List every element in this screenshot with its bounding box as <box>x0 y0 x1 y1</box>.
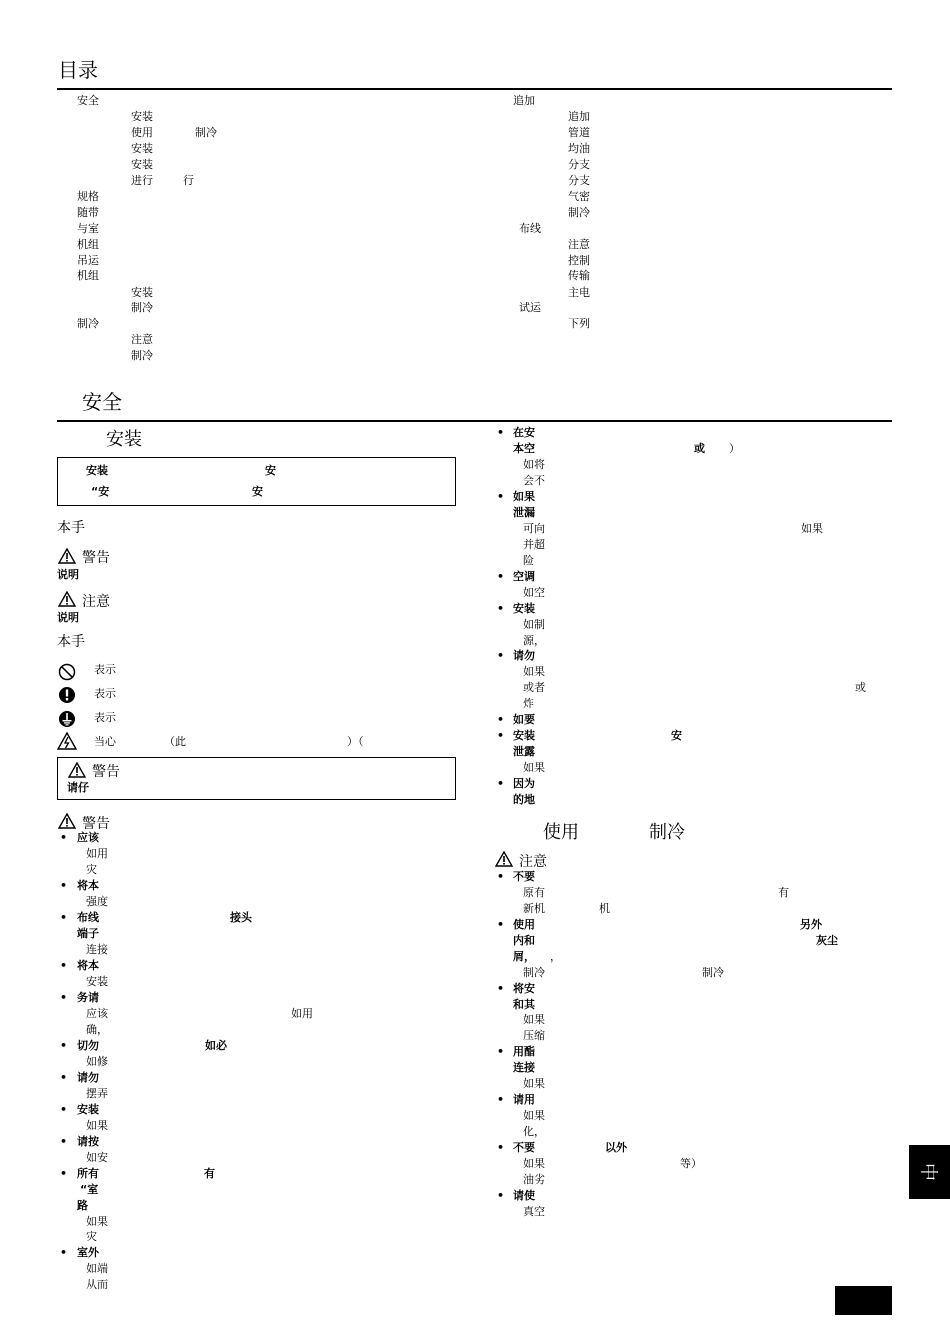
list-item-text: 如空 <box>523 586 545 599</box>
toc-item[interactable]: 注意 <box>131 333 153 346</box>
toc-item[interactable]: 追加 <box>568 110 590 123</box>
list-item: 请勿 <box>513 649 535 662</box>
toc-item[interactable]: 布线 <box>519 222 541 235</box>
list-item: 应该 <box>77 831 99 844</box>
bullet-icon: • <box>497 1045 505 1058</box>
list-item: 内和 <box>513 934 535 947</box>
toc-item[interactable]: 分支 <box>568 174 590 187</box>
toc-item[interactable]: 传输 <box>568 269 590 282</box>
bullet-icon: • <box>497 602 505 615</box>
manual-heading: 本手 <box>57 634 85 650</box>
list-item-text: 安装 <box>86 975 108 988</box>
list-item: 请按 <box>77 1135 99 1148</box>
list-item-text: 连接 <box>86 943 108 956</box>
toc-item[interactable]: 分支 <box>568 158 590 171</box>
list-item: 因为 <box>513 777 535 790</box>
list-item-text: 源， <box>523 634 545 647</box>
list-item-text: 灾 <box>86 863 97 876</box>
list-item: ， <box>550 950 561 963</box>
list-item: 泄露 <box>513 745 535 758</box>
list-item-text: 确， <box>86 1023 108 1036</box>
list-item-text: 如用 <box>291 1007 313 1020</box>
list-item-text: 如修 <box>86 1055 108 1068</box>
list-item: 泄漏 <box>513 506 535 519</box>
list-item-text: 如将 <box>523 458 545 471</box>
bullet-icon: • <box>60 991 68 1004</box>
list-item: 请用 <box>513 1093 535 1106</box>
list-item-text: 炸 <box>523 697 534 710</box>
ground-icon <box>58 710 76 728</box>
notice-text: “安 <box>91 485 110 498</box>
list-item: 不要 <box>513 1141 535 1154</box>
caution-desc: 说明 <box>57 611 79 624</box>
list-item-text: 如果 <box>523 1109 545 1122</box>
symbol-text: 表示 <box>94 711 116 724</box>
list-item-text: 如制 <box>523 618 545 631</box>
list-item-text: 如果 <box>86 1119 108 1132</box>
list-item-text: 摆弄 <box>86 1087 108 1100</box>
list-item-text: 制冷 <box>523 966 545 979</box>
toc-item[interactable]: 随带 <box>77 206 99 219</box>
list-item: 接头 <box>230 911 252 924</box>
list-item: 安 <box>671 729 682 742</box>
bullet-icon: • <box>497 870 505 883</box>
toc-item[interactable]: 吊运 <box>77 254 99 267</box>
toc-rule <box>57 88 892 90</box>
usage-title-b: 制冷 <box>649 822 685 843</box>
list-item: “室 <box>80 1183 99 1196</box>
list-item: 将安 <box>513 982 535 995</box>
warning-triangle-icon <box>58 813 76 829</box>
bullet-icon: • <box>497 777 505 790</box>
toc-item[interactable]: 安装 <box>131 110 153 123</box>
list-item: 有 <box>204 1167 215 1180</box>
list-item-text: 会不 <box>523 474 545 487</box>
bullet-icon: • <box>497 570 505 583</box>
list-item: 端子 <box>77 927 99 940</box>
caution-triangle-icon <box>495 851 513 867</box>
list-item-text: 制冷 <box>702 966 724 979</box>
toc-item[interactable]: 制冷 <box>195 126 217 139</box>
toc-item[interactable]: 机组 <box>77 269 99 282</box>
bullet-icon: • <box>60 1167 68 1180</box>
list-item: 安装 <box>77 1103 99 1116</box>
language-side-tab[interactable] <box>909 1145 950 1199</box>
toc-item[interactable]: 制冷 <box>568 206 590 219</box>
notice-text: 安 <box>265 464 276 477</box>
list-item: 所有 <box>77 1167 99 1180</box>
side-tab-label: 中 <box>917 1163 939 1181</box>
list-item: 请使 <box>513 1189 535 1202</box>
toc-item[interactable]: 下列 <box>568 317 590 330</box>
list-item: 如必 <box>205 1039 227 1052</box>
list-item-text: 应该 <box>86 1007 108 1020</box>
bullet-icon: • <box>497 713 505 726</box>
caution-title: 注意 <box>519 854 547 870</box>
toc-item[interactable]: 安装 <box>131 142 153 155</box>
list-item-text: 如用 <box>86 847 108 860</box>
bullet-icon: • <box>497 490 505 503</box>
toc-item[interactable]: 制冷 <box>131 301 153 314</box>
toc-item[interactable]: 安装 <box>131 286 153 299</box>
list-item-text: 如端 <box>86 1262 108 1275</box>
install-title: 安装 <box>106 429 142 450</box>
list-item-text: 并超 <box>523 538 545 551</box>
list-item-text: 等） <box>680 1157 702 1170</box>
bullet-icon: • <box>497 729 505 742</box>
toc-item[interactable]: 安全 <box>77 94 99 107</box>
list-item: 用酯 <box>513 1045 535 1058</box>
notice-text: 安 <box>252 485 263 498</box>
list-item: 路 <box>77 1199 88 1212</box>
warnings-title: 警告 <box>82 816 110 832</box>
symbol-text: 表示 <box>94 663 116 676</box>
list-item-text: 如安 <box>86 1151 108 1164</box>
list-item-text: 如果 <box>523 1157 545 1170</box>
list-item-text: 原有 <box>523 886 545 899</box>
symbol-text: （此 <box>164 735 186 748</box>
bullet-icon: • <box>497 1141 505 1154</box>
caution-label: 注意 <box>82 594 110 610</box>
warning-box-title: 警告 <box>92 764 120 780</box>
list-item: 室外 <box>77 1246 99 1259</box>
notice-text: 安装 <box>86 464 108 477</box>
list-item-text: 如果 <box>86 1215 108 1228</box>
list-item-text: 强度 <box>86 895 108 908</box>
list-item-text: 如果 <box>801 522 823 535</box>
list-item-text: 机 <box>599 902 610 915</box>
list-item: 将本 <box>77 959 99 972</box>
list-item-text: 油劣 <box>523 1173 545 1186</box>
list-item: 的地 <box>513 793 535 806</box>
toc-item[interactable]: 试运 <box>519 301 541 314</box>
list-item-text: 从而 <box>86 1278 108 1291</box>
toc-item[interactable]: 注意 <box>568 238 590 251</box>
list-item: 灰尘 <box>816 934 838 947</box>
list-item-text: 或 <box>855 681 866 694</box>
toc-item[interactable]: 气密 <box>568 190 590 203</box>
list-item-text: 化， <box>523 1125 545 1138</box>
list-item: 不要 <box>513 870 535 883</box>
bullet-icon: • <box>497 982 505 995</box>
list-item: 安装 <box>513 602 535 615</box>
list-item: 切勿 <box>77 1039 99 1052</box>
list-item-text: 如果 <box>523 1013 545 1026</box>
list-item-text: 如果 <box>523 761 545 774</box>
symbol-text: 当心 <box>94 735 116 748</box>
list-item: 如果 <box>513 490 535 503</box>
list-item-text: 可向 <box>523 522 545 535</box>
list-item-text: 如果 <box>523 665 545 678</box>
symbol-text: 表示 <box>94 687 116 700</box>
bullet-icon: • <box>497 1093 505 1106</box>
manual-heading: 本手 <box>57 520 85 536</box>
warning-triangle-icon <box>68 762 86 778</box>
list-item: 请勿 <box>77 1071 99 1084</box>
bullet-icon: • <box>60 831 68 844</box>
list-item-text: 有 <box>778 886 789 899</box>
list-item: 屑， <box>513 950 535 963</box>
electric-shock-icon <box>57 732 77 750</box>
toc-title: 目录 <box>58 58 98 82</box>
list-item: 连接 <box>513 1061 535 1074</box>
toc-item[interactable]: 制冷 <box>77 317 99 330</box>
bullet-icon: • <box>497 426 505 439</box>
list-item: 安装 <box>513 729 535 742</box>
toc-item[interactable]: 管道 <box>568 126 590 139</box>
toc-item[interactable]: 制冷 <box>131 349 153 362</box>
toc-item[interactable]: 均油 <box>568 142 590 155</box>
symbol-text: ）（ <box>347 735 364 748</box>
caution-triangle-icon <box>58 591 76 607</box>
list-item: 如要 <box>513 713 535 726</box>
list-item: 布线 <box>77 911 99 924</box>
toc-item[interactable]: 使用 <box>131 126 153 139</box>
list-item: 另外 <box>800 918 822 931</box>
bullet-icon: • <box>60 1246 68 1259</box>
list-item: 或 <box>694 442 705 455</box>
toc-item[interactable]: 行 <box>183 174 194 187</box>
bullet-icon: • <box>60 1039 68 1052</box>
bullet-icon: • <box>497 649 505 662</box>
bullet-icon: • <box>60 879 68 892</box>
toc-item[interactable]: 进行 <box>131 174 153 187</box>
page-number-block <box>835 1286 892 1315</box>
list-item-text: 如果 <box>523 1077 545 1090</box>
bullet-icon: • <box>497 918 505 931</box>
list-item: 使用 <box>513 918 535 931</box>
list-item: 以外 <box>605 1141 627 1154</box>
list-item-text: 新机 <box>523 902 545 915</box>
toc-item[interactable]: 规格 <box>77 190 99 203</box>
prohibition-icon <box>58 663 76 681</box>
list-item: 本空 <box>513 442 535 455</box>
list-item: 将本 <box>77 879 99 892</box>
bullet-icon: • <box>60 1135 68 1148</box>
toc-item[interactable]: 与室 <box>77 222 99 235</box>
list-item: ） <box>729 442 740 455</box>
bullet-icon: • <box>60 1103 68 1116</box>
warning-label: 警告 <box>82 550 110 566</box>
list-item-text: 压缩 <box>523 1029 545 1042</box>
toc-item[interactable]: 机组 <box>77 238 99 251</box>
warning-triangle-icon <box>58 548 76 564</box>
usage-title-a: 使用 <box>543 822 579 843</box>
safety-title: 安全 <box>82 390 122 414</box>
safety-rule <box>57 420 892 422</box>
list-item: 空调 <box>513 570 535 583</box>
toc-item[interactable]: 追加 <box>513 94 535 107</box>
warning-box-text: 请仔 <box>67 781 89 794</box>
bullet-icon: • <box>60 1071 68 1084</box>
list-item-text: 险 <box>523 554 534 567</box>
mandatory-icon <box>58 686 76 704</box>
toc-item[interactable]: 主电 <box>568 286 590 299</box>
list-item: 务请 <box>77 991 99 1004</box>
bullet-icon: • <box>60 959 68 972</box>
bullet-icon: • <box>60 911 68 924</box>
list-item-text: 灾 <box>86 1230 97 1243</box>
list-item: 在安 <box>513 426 535 439</box>
warning-desc: 说明 <box>57 568 79 581</box>
bullet-icon: • <box>497 1189 505 1202</box>
toc-item[interactable]: 控制 <box>568 254 590 267</box>
list-item-text: 真空 <box>523 1205 545 1218</box>
list-item-text: 或者 <box>523 681 545 694</box>
list-item: 和其 <box>513 998 535 1011</box>
toc-item[interactable]: 安装 <box>131 158 153 171</box>
